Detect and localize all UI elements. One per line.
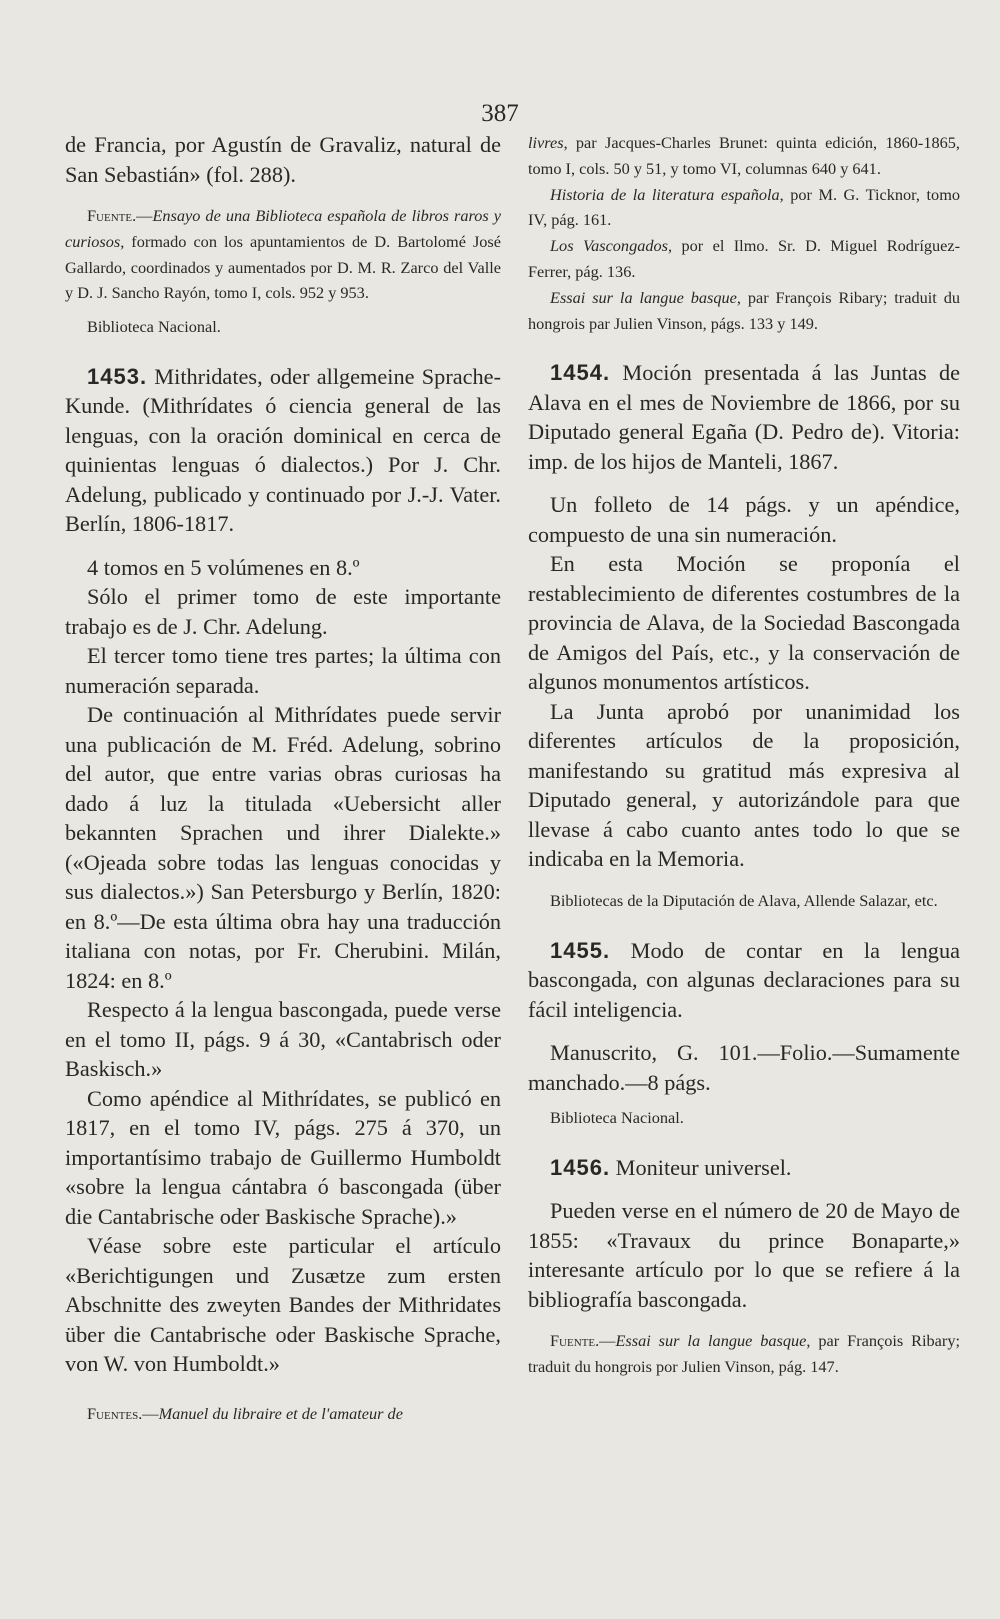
paragraph-pueden: Pueden verse en el número de 20 de Mayo de 1855: «Travaux du prince Bonaparte,» interesante artículo por lo que se refiere á la bibliografía bascongada. xyxy=(528,1198,960,1312)
sources-label: Fuentes. xyxy=(87,1403,143,1423)
page-number: 387 xyxy=(481,100,519,127)
left-column xyxy=(65,130,501,1427)
source-note: Fuente.—Ensayo de una Biblioteca española de libros raros y curiosos, formado con los apuntamientos de D. Bartolomé José Gallardo, coordinados y aumentados por D. M. R. Zarco del Valle y D. J. Sancho Rayón, tomo I, cols. 952 y 953. xyxy=(65,206,501,303)
paragraph-folleto: Un folleto de 14 págs. y un apéndice, compuesto de una sin numeración. xyxy=(528,492,960,547)
source-title: Historia de la literatura española xyxy=(550,184,780,204)
source-detail: , par Jacques-Charles Brunet: quinta edición, 1860-1865, tomo I, cols. 50 y 51, y tomo VI, columnas 640 y 641. xyxy=(528,133,960,178)
source-vascongados xyxy=(528,233,960,285)
paragraph-junta: La Junta aprobó por unanimidad los diferentes artículos de la proposición, manifestando su gratitud más expresiva al Diputado general, y autorizándole para que llevase á cabo cuanto antes todo lo que se indicaba en la Memoria. xyxy=(528,698,960,872)
entry-number: 1453. xyxy=(87,363,148,389)
library-location: Bibliotecas de la Diputación de Alava, Allende Salazar, etc. xyxy=(550,890,938,910)
sources-continued xyxy=(528,130,960,182)
entry-title: Modo de contar en la lengua bascongada, con algunas declaraciones para su fácil inteligencia. xyxy=(528,937,960,1022)
entry-number: 1455. xyxy=(550,937,611,963)
entry-number: 1456. xyxy=(550,1154,611,1180)
paragraph-vease: Véase sobre este particular el artículo «Berichtigungen und Zusætze zum ersten Abschnitte des zweyten Bandes der Mithridates über die Cantabrische oder Baskische Sprache, von W. von Humboldt.» xyxy=(65,1233,501,1377)
entry-1454 xyxy=(528,358,960,476)
library-location: Biblioteca Nacional. xyxy=(550,1108,684,1128)
paragraph-tomos: 4 tomos en 5 volúmenes en 8.º xyxy=(87,554,360,580)
source-title: Essai sur la langue basque xyxy=(550,287,737,307)
continued-paragraph: de Francia, por Agustín de Gravaliz, natural de San Sebastián» (fol. 288). xyxy=(65,132,501,187)
entry-1453 xyxy=(65,362,501,539)
entry-title: Moción presentada á las Juntas de Alava en el mes de Noviembre de 1866, por su Diputado general Egaña (D. Pedro de). Vitoria: imp. de los hijos de Manteli, 1867. xyxy=(528,360,961,474)
entry-title: Moniteur universel. xyxy=(615,1154,792,1180)
source-title: Essai sur la langue basque xyxy=(615,1331,807,1351)
entry-1455 xyxy=(528,936,960,1025)
entry-1456 xyxy=(528,1153,960,1183)
paragraph-como: Como apéndice al Mithrídates, se publicó en 1817, en el tomo IV, págs. 275 á 370, un importantísimo trabajo de Guillermo Humboldt «sobre la lengua cántabra ó bascongada (über die Cantabrische oder Baskische Sprache).» xyxy=(65,1085,501,1229)
source-ticknor xyxy=(528,182,960,234)
source-detail: , par François Ribary; traduit du hongrois por Julien Vinson, pág. 147. xyxy=(528,1331,960,1377)
source-title: Los Vascongados xyxy=(550,236,668,256)
source-detail: , por M. G. Ticknor, tomo IV, pág. 161. xyxy=(528,184,960,230)
entry-number: 1454. xyxy=(550,360,611,386)
library-location: Biblioteca Nacional. xyxy=(87,317,221,337)
source-essai xyxy=(528,285,960,337)
entry-title: Mithridates, oder allgemeine Sprache-Kunde. (Mithrídates ó ciencia general de las lenguas, con la oración dominical en cerca de quinientas lenguas ó dialectos.) Por J. Chr. Adelung, publicado y continuado por J.-J. Vater. Berlín, 1806-1817. xyxy=(65,363,502,537)
paragraph-mocion: En esta Moción se proponía el restablecimiento de diferentes costumbres de la provincia de Alava, de la Sociedad Bascongada de Amigos del País, etc., y la conservación de algunos monumentos artísticos. xyxy=(528,551,960,695)
source-detail: , formado con los apuntamientos de D. Bartolomé José Gallardo, coordinados y aumentados por D. M. R. Zarco del Valle y D. J. Sancho Rayón, tomo I, cols. 952 y 953. xyxy=(65,231,501,303)
paragraph-respecto: Respecto á la lengua bascongada, puede verse en el tomo II, págs. 9 á 30, «Cantabrisch oder Baskisch.» xyxy=(65,997,501,1082)
paragraph-manuscrito: Manuscrito, G. 101.—Folio.—Sumamente manchado.—8 págs. xyxy=(528,1040,960,1095)
source-title: Ensayo de una Biblioteca española de libros raros y curiosos xyxy=(65,206,501,251)
sources-title: Manuel du libraire et de l'amateur de xyxy=(158,1403,403,1423)
paragraph-tercer: El tercer tomo tiene tres partes; la última con numeración separada. xyxy=(65,643,501,698)
right-column xyxy=(528,130,960,1380)
paragraph-solo: Sólo el primer tomo de este importante trabajo es de J. Chr. Adelung. xyxy=(65,584,501,639)
source-title: livres xyxy=(528,133,564,152)
source-detail: , por el Ilmo. Sr. D. Miguel Rodríguez-Ferrer, pág. 136. xyxy=(528,236,961,281)
source-note: Fuente.—Essai sur la langue basque, par François Ribary; traduit du hongrois por Julien Vinson, pág. 147. xyxy=(528,1331,960,1377)
source-label: Fuente. xyxy=(87,206,137,225)
source-label: Fuente. xyxy=(550,1331,600,1351)
source-detail: , par François Ribary; traduit du hongrois par Julien Vinson, págs. 133 y 149. xyxy=(528,287,960,333)
sources-note: Fuentes.—Manuel du libraire et de l'amateur de xyxy=(87,1403,403,1423)
paragraph-continuacion: De continuación al Mithrídates puede servir una publicación de M. Fréd. Adelung, sobrino del autor, que entre varias obras curiosas ha dado á luz la titulada «Uebersicht aller bekannten Sprachen und ihrer Dialekte.» («Ojeada sobre todas las lenguas conocidas y sus dialectos.») San Petersburgo y Berlín, 1820: en 8.º—De esta última obra hay una traducción italiana con notas, por Fr. Cherubini. Milán, 1824: en 8.º xyxy=(65,702,501,993)
